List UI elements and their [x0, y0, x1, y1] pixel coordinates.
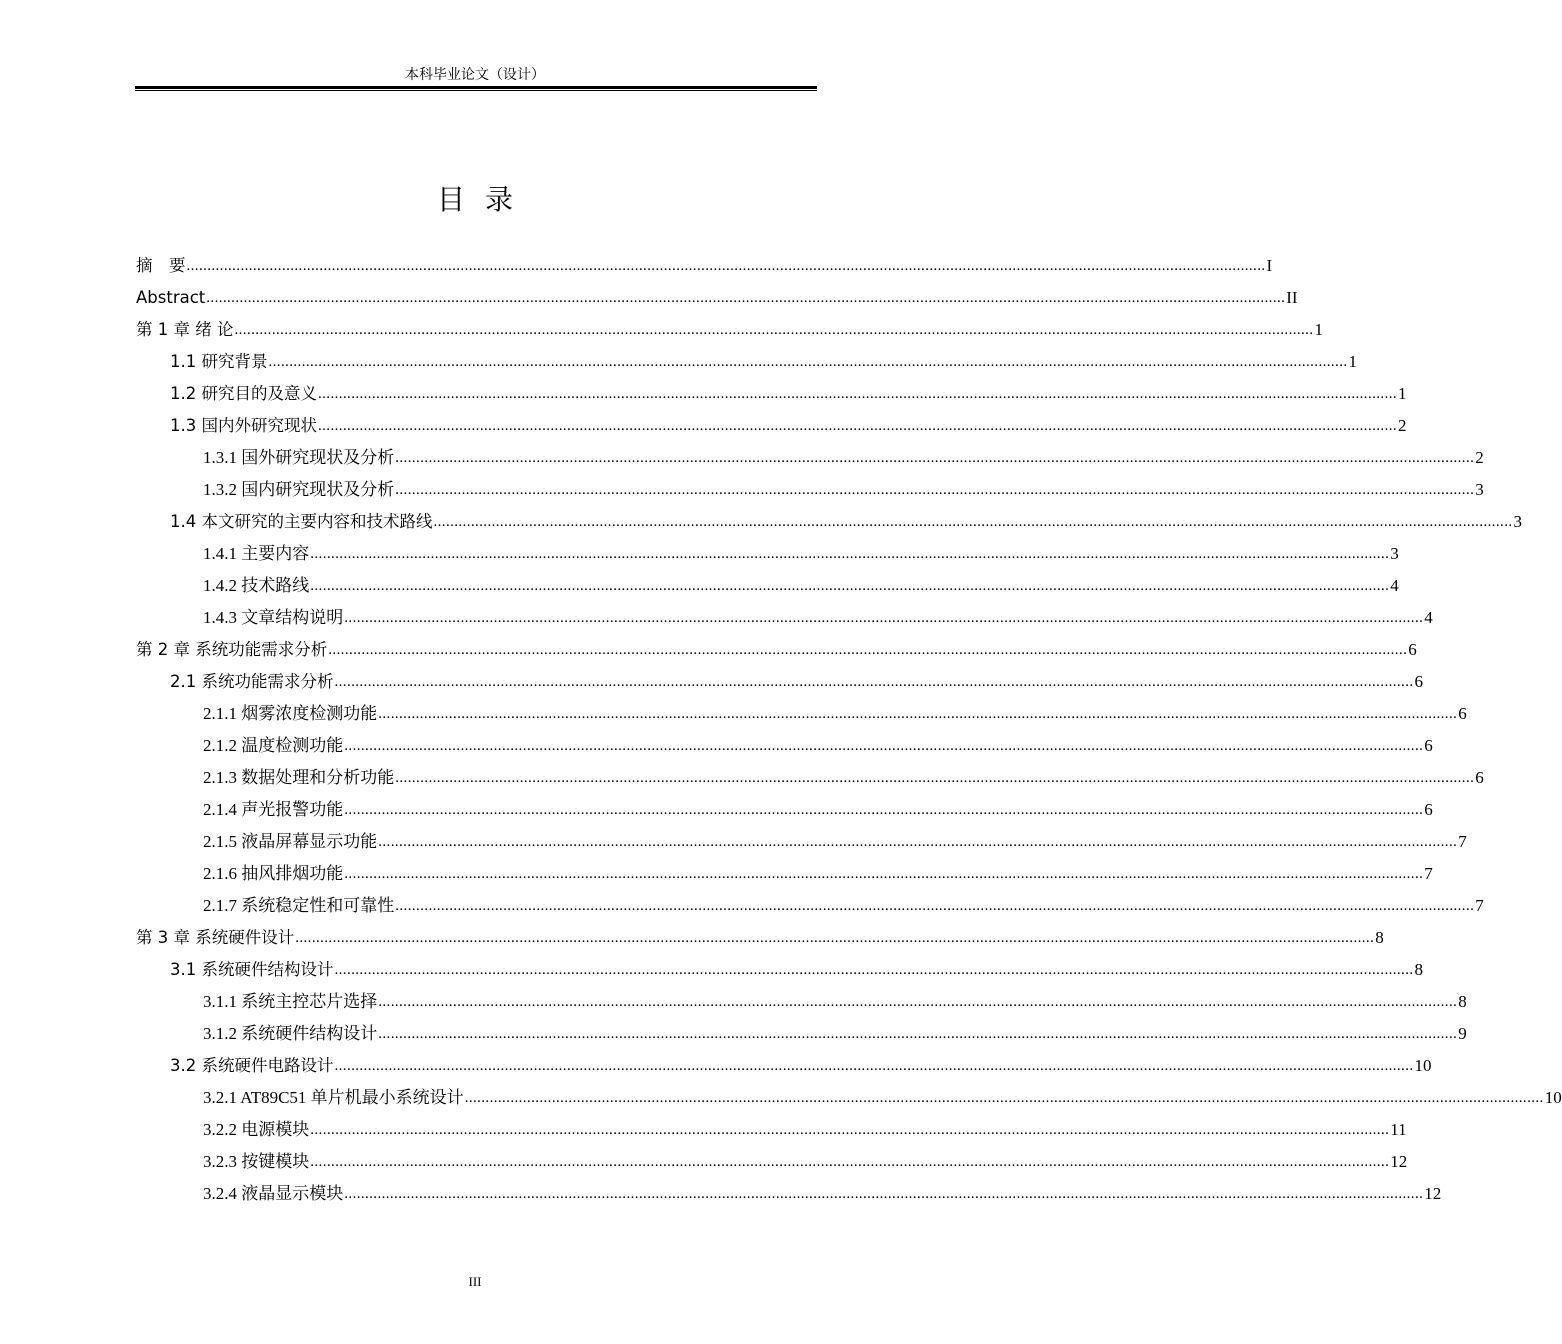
- toc-entry-page: II: [1286, 288, 1298, 307]
- toc-dot-leader: ....................................................................................................................................................................................................................................................................: [378, 994, 1458, 1010]
- toc-entry-label: 3.2 系统硬件电路设计: [170, 1056, 334, 1075]
- toc-entry-page: 3: [1475, 480, 1484, 499]
- toc-entry-label: 第 2 章 系统功能需求分析: [136, 640, 328, 659]
- toc-entry-label: 摘 要: [136, 256, 186, 275]
- toc-dot-leader: ....................................................................................................................................................................................................................................................................: [395, 770, 1475, 786]
- toc-entry[interactable]: [136, 437, 1484, 469]
- toc-dot-leader: ....................................................................................................................................................................................................................................................................: [344, 738, 1424, 754]
- toc-entry-page: 6: [1424, 800, 1433, 819]
- toc-entry[interactable]: [136, 1173, 1442, 1205]
- toc-dot-leader: ....................................................................................................................................................................................................................................................................: [334, 962, 1414, 978]
- toc-entry-label: 第 3 章 系统硬件设计: [136, 928, 295, 947]
- toc-dot-leader: ....................................................................................................................................................................................................................................................................: [344, 802, 1424, 818]
- toc-dot-leader: ....................................................................................................................................................................................................................................................................: [344, 610, 1424, 626]
- toc-dot-leader: ....................................................................................................................................................................................................................................................................: [310, 1122, 1390, 1138]
- toc-entry[interactable]: [136, 725, 1433, 757]
- running-header: 本科毕业论文（设计）: [405, 67, 545, 83]
- toc-title: 目录: [436, 183, 533, 216]
- toc-entry[interactable]: [136, 693, 1467, 725]
- toc-entry-label: Abstract: [136, 288, 206, 307]
- toc-entry-label: 1.1 研究背景: [170, 352, 268, 371]
- toc-entry-page: 6: [1424, 736, 1433, 755]
- toc-entry[interactable]: [136, 309, 1323, 341]
- toc-entry[interactable]: [136, 853, 1433, 885]
- toc-dot-leader: ....................................................................................................................................................................................................................................................................: [318, 418, 1397, 434]
- toc-entry-page: 3: [1513, 512, 1522, 531]
- toc-entry-page: 11: [1390, 1120, 1407, 1139]
- toc-entry-page: 10: [1414, 1056, 1432, 1075]
- toc-dot-leader: ....................................................................................................................................................................................................................................................................: [328, 642, 1408, 658]
- toc-entry[interactable]: [136, 757, 1484, 789]
- toc-entry-page: 12: [1424, 1184, 1442, 1203]
- toc-entry-page: 3: [1390, 544, 1399, 563]
- toc-dot-leader: ....................................................................................................................................................................................................................................................................: [378, 1026, 1458, 1042]
- toc-dot-leader: ....................................................................................................................................................................................................................................................................: [334, 1058, 1414, 1074]
- toc-entry[interactable]: [136, 789, 1433, 821]
- header-rule: [135, 86, 817, 89]
- toc-entry[interactable]: [136, 1013, 1467, 1045]
- toc-dot-leader: ....................................................................................................................................................................................................................................................................: [186, 258, 1266, 274]
- toc-entry-label: 3.2.4 液晶显示模块: [203, 1184, 344, 1203]
- toc-entry[interactable]: [136, 405, 1407, 437]
- toc-dot-leader: ....................................................................................................................................................................................................................................................................: [378, 706, 1458, 722]
- toc-entry[interactable]: [136, 341, 1357, 373]
- toc-entry[interactable]: [136, 917, 1384, 949]
- toc-entry[interactable]: [136, 373, 1407, 405]
- toc-entry[interactable]: [136, 245, 1273, 277]
- toc-entry[interactable]: [136, 885, 1484, 917]
- toc-entry-page: 1: [1348, 352, 1357, 371]
- toc-entry-label: 1.3 国内外研究现状: [170, 416, 317, 435]
- header-rule-thin: [135, 90, 817, 91]
- toc-entry-page: 6: [1475, 768, 1484, 787]
- toc-entry-page: 8: [1458, 992, 1467, 1011]
- toc-dot-leader: ....................................................................................................................................................................................................................................................................: [268, 354, 1348, 370]
- toc-entry-label: 2.1.5 液晶屏幕显示功能: [203, 832, 378, 851]
- toc-entry-label: 1.3.1 国外研究现状及分析: [203, 448, 395, 467]
- toc-dot-leader: ....................................................................................................................................................................................................................................................................: [344, 866, 1424, 882]
- toc-entry-label: 3.1.1 系统主控芯片选择: [203, 992, 378, 1011]
- toc-dot-leader: ....................................................................................................................................................................................................................................................................: [433, 514, 1513, 530]
- toc-dot-leader: ....................................................................................................................................................................................................................................................................: [310, 546, 1390, 562]
- toc-entry[interactable]: [136, 661, 1423, 693]
- toc-entry-label: 2.1.3 数据处理和分析功能: [203, 768, 395, 787]
- toc-entry-label: 1.4.1 主要内容: [203, 544, 310, 563]
- toc-entry-label: 2.1.1 烟雾浓度检测功能: [203, 704, 378, 723]
- toc-entry-label: 3.2.3 按键模块: [203, 1152, 310, 1171]
- toc-entry-page: 1: [1398, 384, 1407, 403]
- toc-dot-leader: ....................................................................................................................................................................................................................................................................: [395, 898, 1475, 914]
- toc-entry-label: 3.2.2 电源模块: [203, 1120, 310, 1139]
- toc-dot-leader: ....................................................................................................................................................................................................................................................................: [310, 578, 1390, 594]
- toc-dot-leader: ....................................................................................................................................................................................................................................................................: [318, 386, 1397, 402]
- toc-entry[interactable]: [136, 949, 1423, 981]
- toc-entry-page: 4: [1390, 576, 1399, 595]
- toc-entry-page: 8: [1375, 928, 1384, 947]
- toc-dot-leader: ....................................................................................................................................................................................................................................................................: [395, 482, 1475, 498]
- toc-entry-label: 1.4.3 文章结构说明: [203, 608, 344, 627]
- toc-entry[interactable]: [136, 1141, 1408, 1173]
- toc-entry[interactable]: [136, 629, 1417, 661]
- toc-entry[interactable]: [136, 533, 1399, 565]
- toc-entry-label: 3.1 系统硬件结构设计: [170, 960, 334, 979]
- toc-entry-page: 8: [1414, 960, 1423, 979]
- toc-entry-label: 第 1 章 绪 论: [136, 320, 234, 339]
- toc-entry[interactable]: [136, 821, 1467, 853]
- toc-dot-leader: ....................................................................................................................................................................................................................................................................: [234, 322, 1314, 338]
- toc-dot-leader: ....................................................................................................................................................................................................................................................................: [395, 450, 1475, 466]
- toc-entry-page: I: [1266, 256, 1273, 275]
- toc-dot-leader: ....................................................................................................................................................................................................................................................................: [310, 1154, 1390, 1170]
- toc-entry-page: 7: [1458, 832, 1467, 851]
- toc-entry-label: 3.2.1 AT89C51 单片机最小系统设计: [203, 1088, 464, 1107]
- toc-entry-page: 7: [1424, 864, 1433, 883]
- toc-dot-leader: ....................................................................................................................................................................................................................................................................: [464, 1090, 1544, 1106]
- toc-entry[interactable]: [136, 981, 1467, 1013]
- toc-entry-page: 6: [1414, 672, 1423, 691]
- toc-entry[interactable]: [136, 1077, 1562, 1109]
- toc-entry-label: 1.4 本文研究的主要内容和技术路线: [170, 512, 433, 531]
- toc-entry-label: 3.1.2 系统硬件结构设计: [203, 1024, 378, 1043]
- toc-entry[interactable]: [136, 597, 1433, 629]
- toc-entry[interactable]: [136, 469, 1484, 501]
- toc-entry-label: 1.2 研究目的及意义: [170, 384, 317, 403]
- toc-entry-page: 4: [1424, 608, 1433, 627]
- toc-entry-label: 1.4.2 技术路线: [203, 576, 310, 595]
- page-number: III: [468, 1274, 482, 1289]
- toc-entry-label: 1.3.2 国内研究现状及分析: [203, 480, 395, 499]
- toc-entry-page: 6: [1458, 704, 1467, 723]
- toc-dot-leader: ....................................................................................................................................................................................................................................................................: [334, 674, 1414, 690]
- toc-dot-leader: ....................................................................................................................................................................................................................................................................: [206, 290, 1286, 306]
- toc-entry-page: 1: [1314, 320, 1323, 339]
- toc-dot-leader: ....................................................................................................................................................................................................................................................................: [295, 930, 1375, 946]
- toc-entry[interactable]: [136, 501, 1522, 533]
- toc-entry-label: 2.1.7 系统稳定性和可靠性: [203, 896, 395, 915]
- toc-entry-page: 12: [1390, 1152, 1408, 1171]
- toc-entry-page: 7: [1475, 896, 1484, 915]
- toc-dot-leader: ....................................................................................................................................................................................................................................................................: [378, 834, 1458, 850]
- toc-entry-label: 2.1 系统功能需求分析: [170, 672, 334, 691]
- toc-entry[interactable]: [136, 1109, 1407, 1141]
- toc-entry-page: 2: [1475, 448, 1484, 467]
- toc-entry-label: 2.1.4 声光报警功能: [203, 800, 344, 819]
- toc-entry-page: 6: [1408, 640, 1417, 659]
- toc-entry[interactable]: [136, 1045, 1432, 1077]
- toc-entry-page: 9: [1458, 1024, 1467, 1043]
- toc-entry-page: 2: [1398, 416, 1407, 435]
- toc-entry-label: 2.1.6 抽风排烟功能: [203, 864, 344, 883]
- toc-entry[interactable]: [136, 565, 1399, 597]
- toc-dot-leader: ....................................................................................................................................................................................................................................................................: [344, 1186, 1424, 1202]
- toc-entry-page: 10: [1544, 1088, 1562, 1107]
- table-of-contents: [136, 245, 1562, 1205]
- toc-entry-label: 2.1.2 温度检测功能: [203, 736, 344, 755]
- toc-entry[interactable]: [136, 277, 1298, 309]
